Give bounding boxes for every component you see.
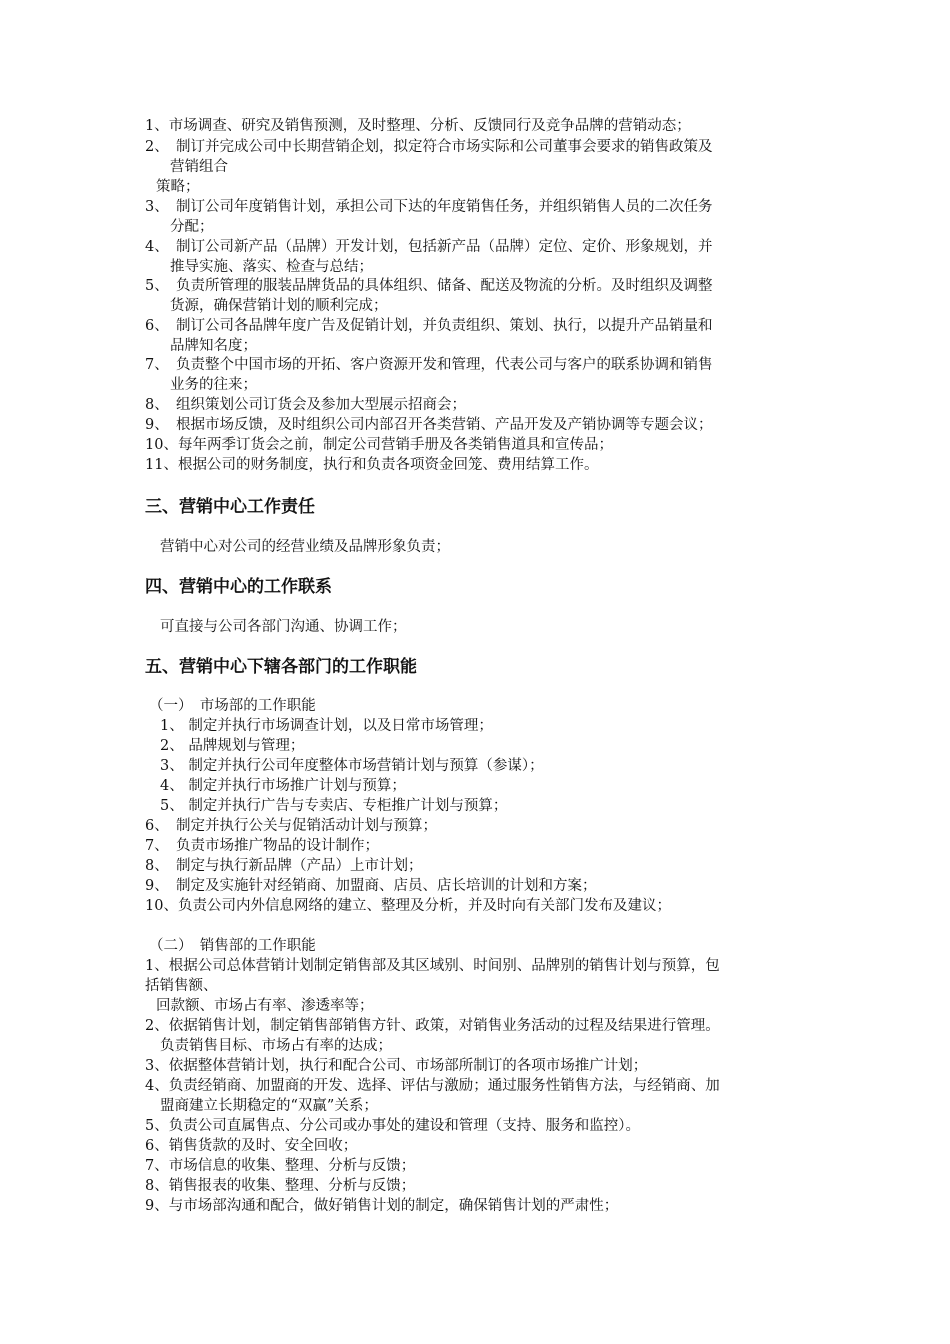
- section-heading-responsibility: 三、营销中心工作责任: [145, 497, 315, 517]
- list-item: 5、 制定并执行广告与专卖店、专柜推广计划与预算；: [160, 798, 508, 814]
- list-item-continuation: 品牌知名度；: [170, 338, 257, 354]
- list-item-continuation: 盟商建立长期稳定的“双赢”关系；: [160, 1098, 378, 1114]
- list-item: 3、 制定并执行公司年度整体市场营销计划与预算（参谋）；: [160, 758, 544, 774]
- section-body-contacts: 可直接与公司各部门沟通、协调工作；: [160, 619, 407, 635]
- list-item-continuation: 业务的往来；: [170, 377, 257, 393]
- list-item: 10、负责公司内外信息网络的建立、整理及分析，并及时向有关部门发布及建议；: [145, 898, 671, 914]
- section-heading-contacts: 四、营销中心的工作联系: [145, 577, 332, 597]
- list-item-continuation: 分配；: [170, 219, 214, 235]
- list-item: 11、根据公司的财务制度，执行和负责各项资金回笼、费用结算工作。: [145, 457, 599, 473]
- subsection-title-market: （一） 市场部的工作职能: [149, 698, 316, 714]
- list-item: 6、销售货款的及时、安全回收；: [145, 1138, 358, 1154]
- list-item-continuation: 负责销售目标、市场占有率的达成；: [160, 1038, 392, 1054]
- section-heading-departments: 五、营销中心下辖各部门的工作职能: [145, 657, 417, 677]
- list-item-continuation: 括销售额、: [145, 978, 218, 994]
- list-item-continuation: 回款额、市场占有率、渗透率等；: [156, 998, 374, 1014]
- list-item: 6、 制订公司各品牌年度广告及促销计划，并负责组织、策划、执行，以提升产品销量和: [145, 318, 713, 334]
- list-item: 9、 根据市场反馈，及时组织公司内部召开各类营销、产品开发及产销协调等专题会议；: [145, 417, 713, 433]
- list-item: 4、负责经销商、加盟商的开发、选择、评估与激励；通过服务性销售方法，与经销商、加: [145, 1078, 720, 1094]
- section-body-responsibility: 营销中心对公司的经营业绩及品牌形象负责；: [160, 539, 450, 555]
- list-item: 3、依据整体营销计划，执行和配合公司、市场部所制订的各项市场推广计划；: [145, 1058, 648, 1074]
- list-item: 2、依据销售计划，制定销售部销售方针、政策，对销售业务活动的过程及结果进行管理。: [145, 1018, 720, 1034]
- list-item-continuation: 货源，确保营销计划的顺利完成；: [170, 298, 388, 314]
- list-item: 5、 负责所管理的服装品牌货品的具体组织、储备、配送及物流的分析。及时组织及调整: [145, 278, 713, 294]
- list-item: 2、 制订并完成公司中长期营销企划，拟定符合市场实际和公司董事会要求的销售政策及: [145, 139, 713, 155]
- list-item: 7、 负责整个中国市场的开拓、客户资源开发和管理，代表公司与客户的联系协调和销售: [145, 357, 713, 373]
- list-item: 9、与市场部沟通和配合，做好销售计划的制定，确保销售计划的严肃性；: [145, 1198, 619, 1214]
- list-item: 1、根据公司总体营销计划制定销售部及其区域别、时间别、品牌别的销售计划与预算，包: [145, 958, 720, 974]
- list-item: 3、 制订公司年度销售计划，承担公司下达的年度销售任务，并组织销售人员的二次任务: [145, 199, 713, 215]
- list-item: 8、 组织策划公司订货会及参加大型展示招商会；: [145, 397, 466, 413]
- list-item-continuation: 营销组合: [170, 159, 228, 175]
- list-item: 2、 品牌规划与管理；: [160, 738, 305, 754]
- list-item: 10、每年两季订货会之前，制定公司营销手册及各类销售道具和宣传品；: [145, 437, 613, 453]
- list-item: 4、 制定并执行市场推广计划与预算；: [160, 778, 406, 794]
- list-item: 7、 负责市场推广物品的设计制作；: [145, 838, 379, 854]
- list-item: 1、 制定并执行市场调查计划，以及日常市场管理；: [160, 718, 493, 734]
- list-item: 4、 制订公司新产品（品牌）开发计划，包括新产品（品牌）定位、定价、形象规划，并: [145, 239, 713, 255]
- list-item-continuation: 策略；: [156, 179, 200, 195]
- list-item: 1、市场调查、研究及销售预测，及时整理、分析、反馈同行及竞争品牌的营销动态；: [145, 118, 691, 134]
- list-item: 5、负责公司直属售点、分公司或办事处的建设和管理（支持、服务和监控）。: [145, 1118, 640, 1134]
- subsection-title-sales: （二） 销售部的工作职能: [149, 938, 316, 954]
- list-item: 8、 制定与执行新品牌（产品）上市计划；: [145, 858, 423, 874]
- list-item: 8、销售报表的收集、整理、分析与反馈；: [145, 1178, 416, 1194]
- list-item: 6、 制定并执行公关与促销活动计划与预算；: [145, 818, 437, 834]
- list-item: 9、 制定及实施针对经销商、加盟商、店员、店长培训的计划和方案；: [145, 878, 597, 894]
- list-item: 7、市场信息的收集、整理、分析与反馈；: [145, 1158, 416, 1174]
- list-item-continuation: 推导实施、落实、检查与总结；: [170, 259, 373, 275]
